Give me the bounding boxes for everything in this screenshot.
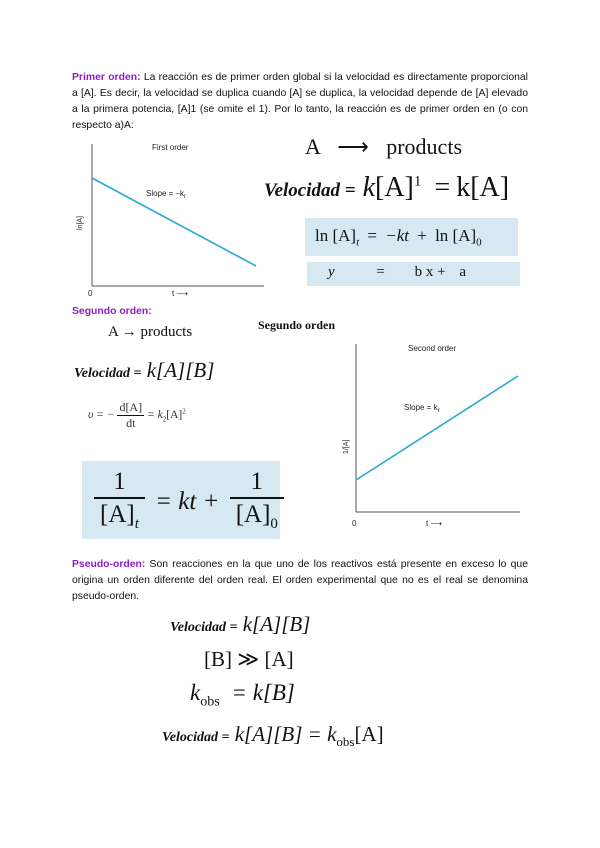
second-order-slope-label: Slope = $k_r$ — [404, 403, 440, 414]
first-order-text: La reacción es de primer orden global si la velocidad es directamente proporcional a [A]. Es decir, la velocidad se duplica cuando [A] se duplica, la velocidad depende de [A] elevado a la primera potencia, [A]1 (se omite el 1). Por lo tanto, la reacción es de primer orden en (o con respecto a)A: — [72, 72, 528, 131]
pseudo-excess-condition: [B] ≫ [A] — [204, 647, 294, 671]
first-order-x-label: t ⟶ — [172, 289, 188, 298]
pseudo-kobs-equation: $k_{obs} = k[B]$ — [190, 680, 295, 710]
second-order-reaction: A → products — [108, 324, 193, 340]
second-order-graph-title: Segundo orden — [258, 318, 336, 332]
first-order-y-label: ln[A] — [77, 215, 84, 230]
second-order-differential-equation: υ = − $\frac{d[A]}{dt}$ = $k_2[A]^2$ — [88, 400, 186, 430]
first-order-heading: Primer orden: — [72, 72, 141, 83]
linear-form-equation: y = b x + a — [328, 264, 467, 280]
second-order-line — [356, 376, 518, 480]
second-order-title: Second order — [408, 344, 457, 353]
second-order-heading: Segundo orden: — [72, 306, 152, 317]
first-order-rate-equation: Velocidad = $k[A]^1 = k[A]$ — [264, 172, 510, 203]
first-order-title: First order — [152, 143, 189, 152]
pseudo-order-paragraph — [72, 557, 528, 605]
second-order-graph — [336, 338, 526, 530]
second-order-y-label: 1/[A] — [343, 439, 350, 454]
first-order-origin: 0 — [88, 289, 93, 298]
second-order-integrated-equation: $\frac{1}{[A]_t}$ = kt + $\frac{1}{[A]_0}$ — [94, 466, 284, 540]
pseudo-rate-equation: Velocidad = k[A][B] — [170, 612, 311, 636]
pseudo-order-text: Son reacciones en la que uno de los reactivos está presente en exceso lo que origina un orden diferente del orden real. El orden experimental que no es el real se denomina pseudo-orden. — [72, 559, 528, 602]
pseudo-rate-final-equation: Velocidad = $k[A][B] = k_{obs}[A]$ — [162, 722, 384, 750]
first-order-slope-label: Slope = $-k_r$ — [146, 189, 187, 200]
second-order-x-label: t ⟶ — [426, 519, 442, 528]
first-order-graph — [72, 138, 272, 300]
second-order-origin: 0 — [352, 519, 357, 528]
second-order-rate-equation: Velocidad = k[A][B] — [74, 358, 215, 382]
first-order-paragraph — [72, 70, 528, 134]
pseudo-order-heading: Pseudo-orden: — [72, 559, 146, 570]
first-order-reaction: A ⟶ products — [305, 134, 462, 159]
first-order-integrated-equation: $\ln [A]_t = -kt + \ln [A]_0$ — [315, 226, 482, 249]
